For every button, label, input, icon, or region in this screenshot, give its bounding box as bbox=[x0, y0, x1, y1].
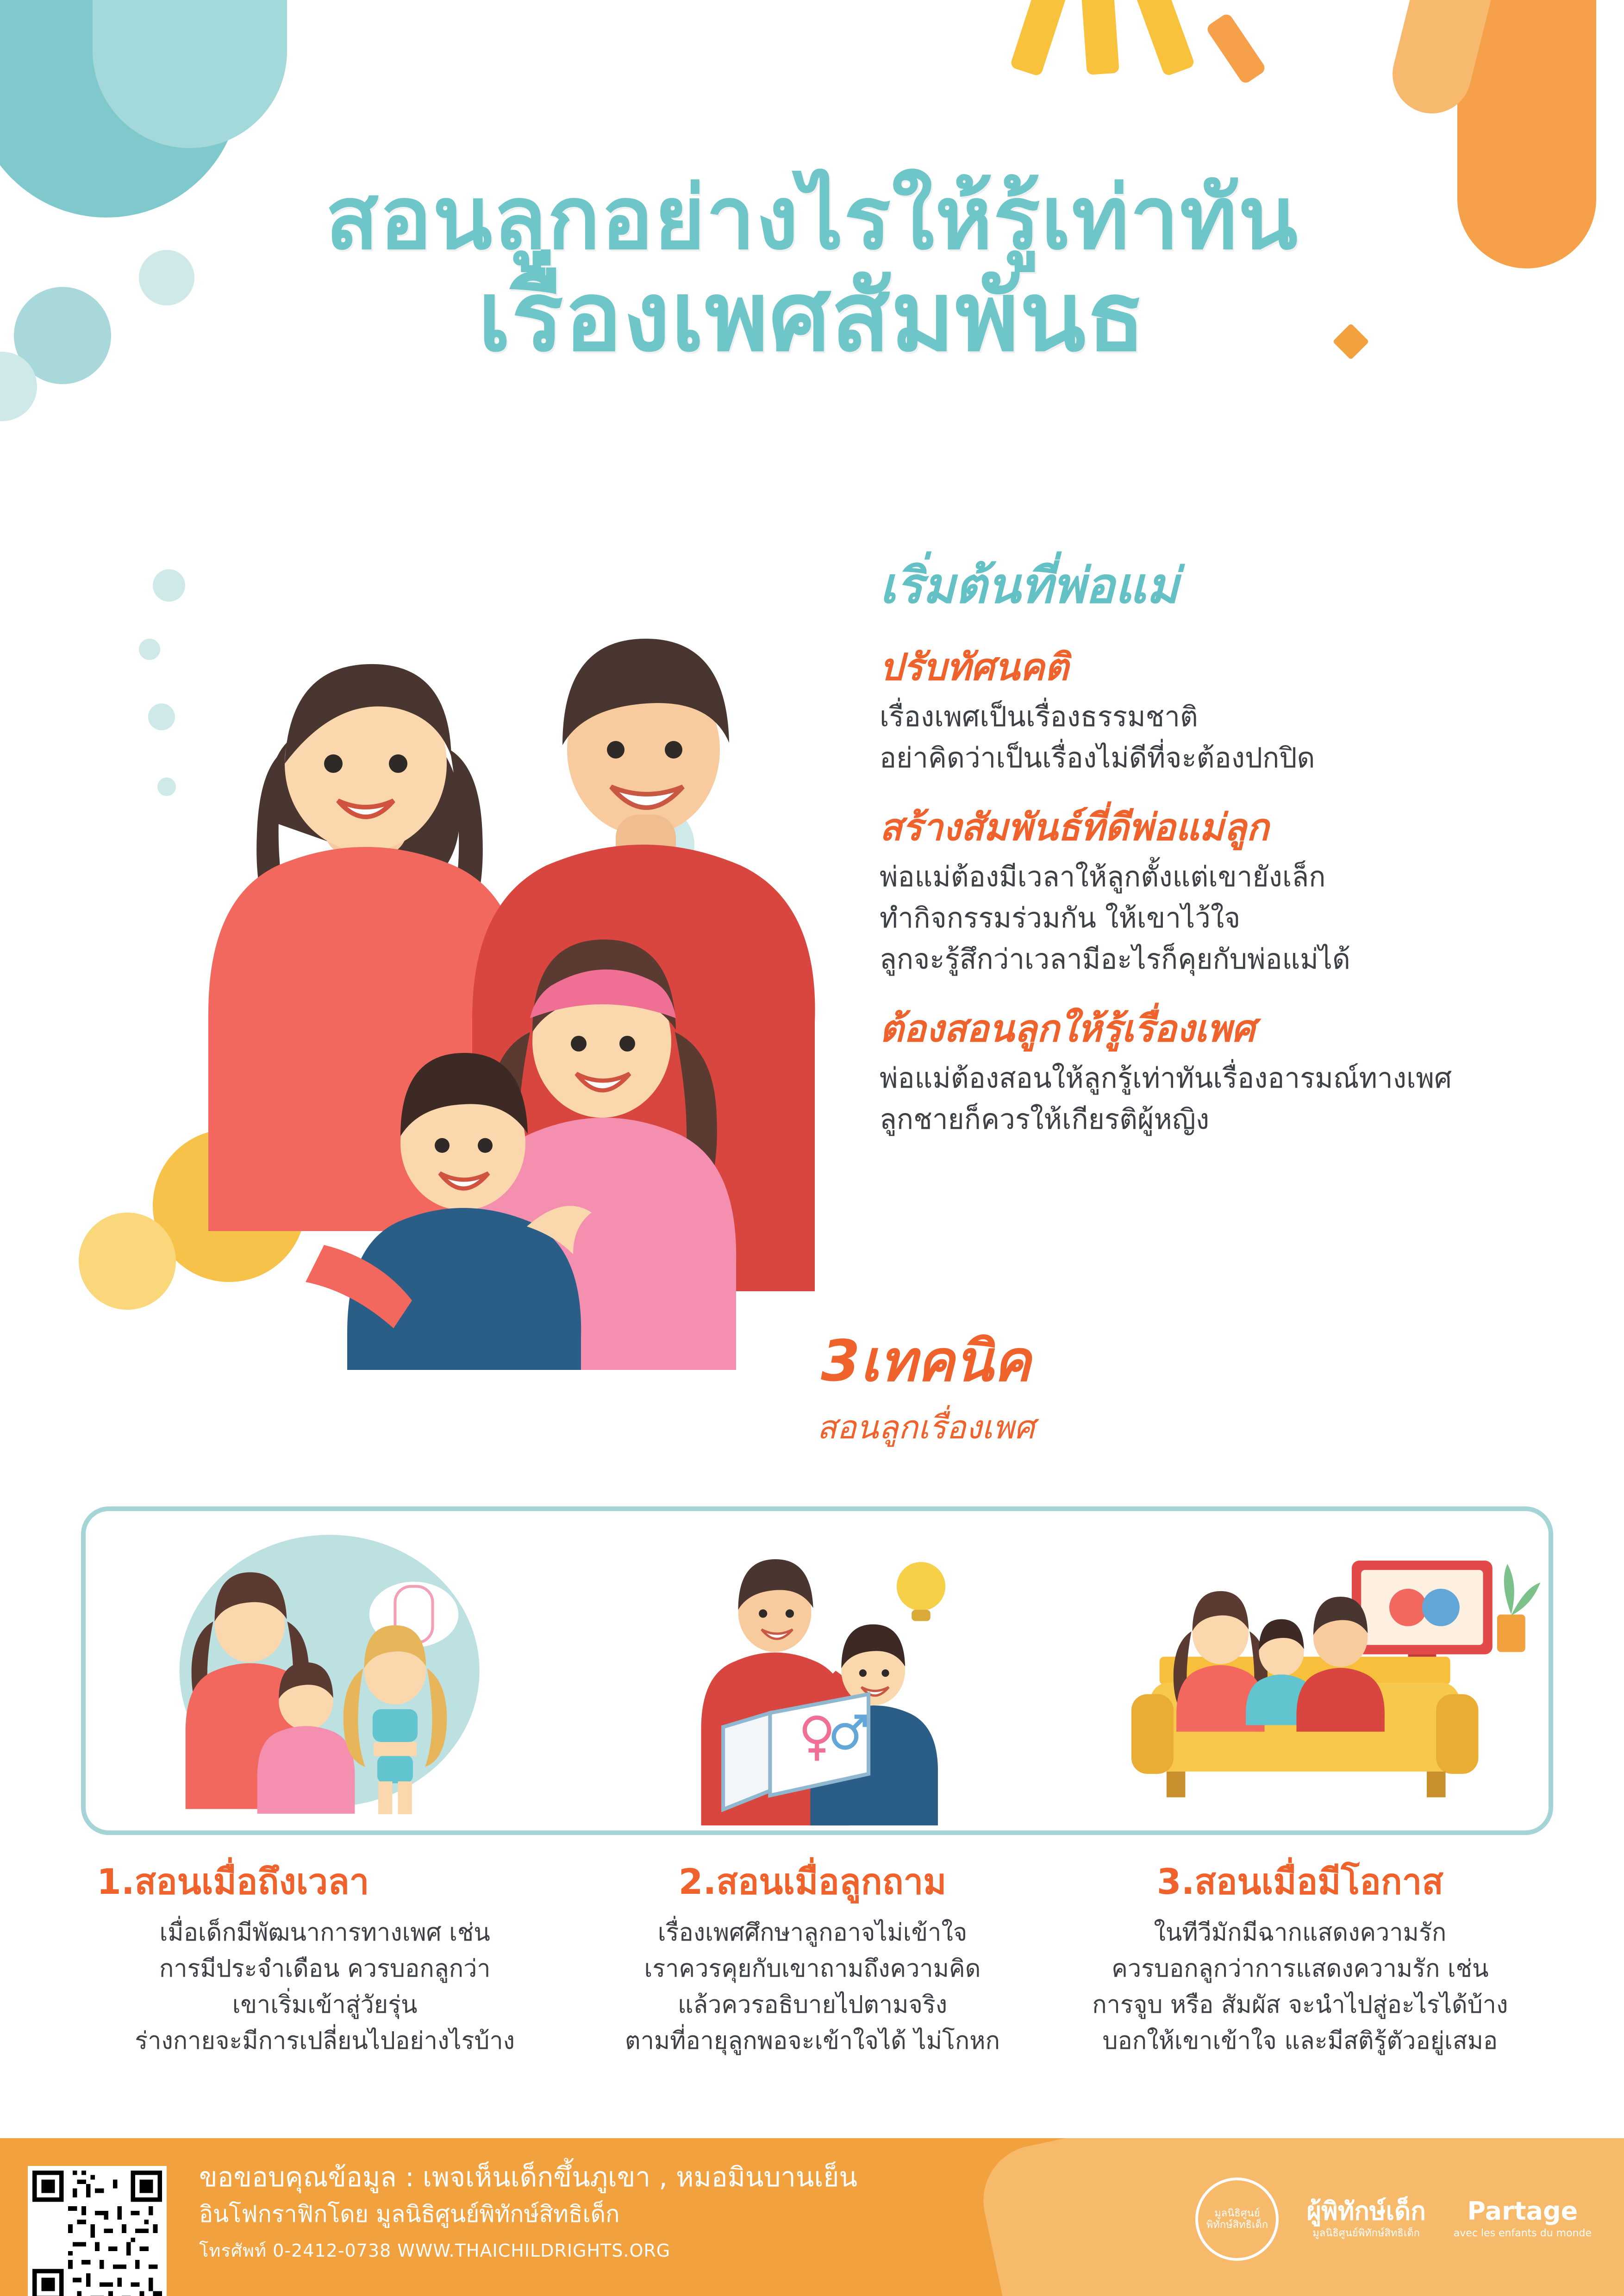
technique-3-title: 3.สอนเมื่อมีโอกาส bbox=[1156, 1861, 1443, 1902]
technique-column-1 bbox=[81, 1860, 568, 2059]
tip-3-line-2: ลูกชายก็ควรให้เกียรติผู้หญิง bbox=[880, 1103, 1210, 1136]
logo-thai-child-rights-name: ผู้พิทักษ์เด็ก bbox=[1306, 2196, 1426, 2226]
family-illustration bbox=[139, 565, 843, 1370]
logo-thai-child-rights-sub: มูลนิธิศูนย์พิทักษ์สิทธิเด็ก bbox=[1312, 2228, 1420, 2240]
tip-2-line-3: ลูกจะรู้สึกว่าเวลามีอะไรก็คุยกับพ่อแม่ได้ bbox=[880, 943, 1350, 976]
footer-byline: อินโฟกราฟิกโดย มูลนิธิศูนย์พิทักษ์สิทธิเด็ก bbox=[199, 2200, 620, 2228]
tip-1-line-1: เรื่องเพศเป็นเรื่องธรรมชาติ bbox=[880, 701, 1198, 734]
technique-2-line-3: แล้วควรอธิบายไปตามจริง bbox=[677, 1991, 948, 2019]
logo-partage-name: Partage bbox=[1467, 2196, 1578, 2226]
illustration-father-answering bbox=[573, 1511, 1061, 1830]
technique-1-line-4: ร่างกายจะมีการเปลี่ยนไปอย่างไรบ้าง bbox=[135, 2027, 515, 2055]
techniques-heading bbox=[671, 1328, 1181, 1453]
content-column bbox=[880, 546, 1565, 1167]
tip-3-body bbox=[880, 1058, 1565, 1140]
title-line-2: เรื่องเพศสัมพันธ bbox=[478, 261, 1146, 373]
technique-3-line-3: การจูบ หรือ สัมผัส จะนำไปสู่อะไรได้บ้าง bbox=[1092, 1991, 1508, 2019]
technique-column-3 bbox=[1056, 1860, 1544, 2059]
foundation-seal-label: มูลนิธิศูนย์พิทักษ์สิทธิเด็ก bbox=[1206, 2207, 1268, 2231]
illustration-family-watching-tv bbox=[1061, 1511, 1549, 1830]
tip-1-title: ปรับทัศนคติ bbox=[880, 646, 1069, 689]
footer-credit: ขอขอบคุณข้อมูล : เพจเห็นเด็กขึ้นภูเขา , หมอมินบานเย็น bbox=[199, 2161, 857, 2193]
technique-1-line-3: เขาเริ่มเข้าสู่วัยรุ่น bbox=[232, 1991, 418, 2019]
technique-1-body bbox=[97, 1915, 553, 2059]
qr-code-svg bbox=[32, 2171, 162, 2296]
tip-block-2 bbox=[880, 806, 1565, 980]
section-heading: เริ่มต้นที่พ่อแม่ bbox=[880, 557, 1179, 614]
title-line-1: สอนลูกอย่างไรให้รู้เท่าทัน bbox=[325, 168, 1299, 269]
foundation-seal-logo bbox=[1195, 2178, 1279, 2261]
footer-logos bbox=[1195, 2166, 1592, 2272]
tip-1-line-2: อย่าคิดว่าเป็นเรื่องไม่ดีที่จะต้องปกปิด bbox=[880, 742, 1315, 775]
footer-text bbox=[199, 2160, 857, 2265]
techniques-illustration-band bbox=[81, 1506, 1553, 1835]
logo-thai-child-rights bbox=[1306, 2198, 1425, 2240]
illustration-puberty-talk bbox=[86, 1511, 573, 1830]
techniques-columns bbox=[81, 1860, 1544, 2059]
logo-partage-sub: avec les enfants du monde bbox=[1453, 2228, 1592, 2240]
technique-column-2 bbox=[568, 1860, 1056, 2059]
technique-3-line-4: บอกให้เขาเข้าใจ และมีสติรู้ตัวอยู่เสมอ bbox=[1102, 2027, 1498, 2055]
decor-burst-ray-3 bbox=[1133, 0, 1195, 77]
techniques-subtitle: สอนลูกเรื่องเพศ bbox=[817, 1408, 1035, 1446]
technique-3-line-1: ในทีวีมักมีฉากแสดงความรัก bbox=[1154, 1919, 1447, 1947]
technique-2-body bbox=[584, 1915, 1040, 2059]
technique-2-line-1: เรื่องเพศศึกษาลูกอาจไม่เข้าใจ bbox=[657, 1919, 968, 1947]
tip-2-line-2: ทำกิจกรรมร่วมกัน ให้เขาไว้ใจ bbox=[880, 902, 1241, 935]
techniques-count: 3เทคนิค bbox=[821, 1328, 1031, 1394]
technique-2-title: 2.สอนเมื่อลูกถาม bbox=[678, 1861, 947, 1902]
technique-3-line-2: ควรบอกลูกว่าการแสดงความรัก เช่น bbox=[1112, 1955, 1489, 1983]
technique-1-line-1: เมื่อเด็กมีพัฒนาการทางเพศ เช่น bbox=[159, 1919, 490, 1947]
qr-code[interactable] bbox=[28, 2166, 167, 2296]
poster-title bbox=[0, 168, 1624, 373]
tip-2-title: สร้างสัมพันธ์ที่ดีพ่อแม่ลูก bbox=[880, 805, 1269, 849]
footer-contact[interactable]: โทรศัพท์ 0-2412-0738 WWW.THAICHILDRIGHTS.ORG bbox=[199, 2240, 671, 2261]
logo-partage bbox=[1454, 2198, 1592, 2240]
decor-burst-ray-4 bbox=[1205, 12, 1267, 85]
band-cell-2 bbox=[573, 1511, 1061, 1830]
footer-bar bbox=[0, 2138, 1624, 2296]
decor-burst-ray-1 bbox=[1010, 0, 1069, 77]
tip-2-line-1: พ่อแม่ต้องมีเวลาให้ลูกตั้งแต่เขายังเล็ก bbox=[880, 861, 1326, 894]
technique-2-line-4: ตามที่อายุลูกพอจะเข้าใจได้ ไม่โกหก bbox=[625, 2027, 1000, 2055]
family-illustration-svg bbox=[139, 565, 843, 1370]
technique-3-body bbox=[1072, 1915, 1528, 2059]
band-cell-1 bbox=[86, 1511, 573, 1830]
tip-1-body bbox=[880, 697, 1565, 779]
decor-burst-ray-2 bbox=[1080, 0, 1119, 75]
tip-3-line-1: พ่อแม่ต้องสอนให้ลูกรู้เท่าทันเรื่องอารมณ์ทางเพศ bbox=[880, 1062, 1452, 1095]
technique-1-line-2: การมีประจำเดือน ควรบอกลูกว่า bbox=[159, 1955, 491, 1983]
technique-1-title: 1.สอนเมื่อถึงเวลา bbox=[97, 1861, 369, 1902]
tip-block-1 bbox=[880, 646, 1565, 779]
technique-2-line-2: เราควรคุยกับเขาถามถึงความคิด bbox=[644, 1955, 981, 1983]
tip-3-title: ต้องสอนลูกให้รู้เรื่องเพศ bbox=[880, 1007, 1255, 1050]
band-cell-3 bbox=[1061, 1511, 1549, 1830]
tip-block-3 bbox=[880, 1007, 1565, 1140]
tip-2-body bbox=[880, 857, 1565, 980]
